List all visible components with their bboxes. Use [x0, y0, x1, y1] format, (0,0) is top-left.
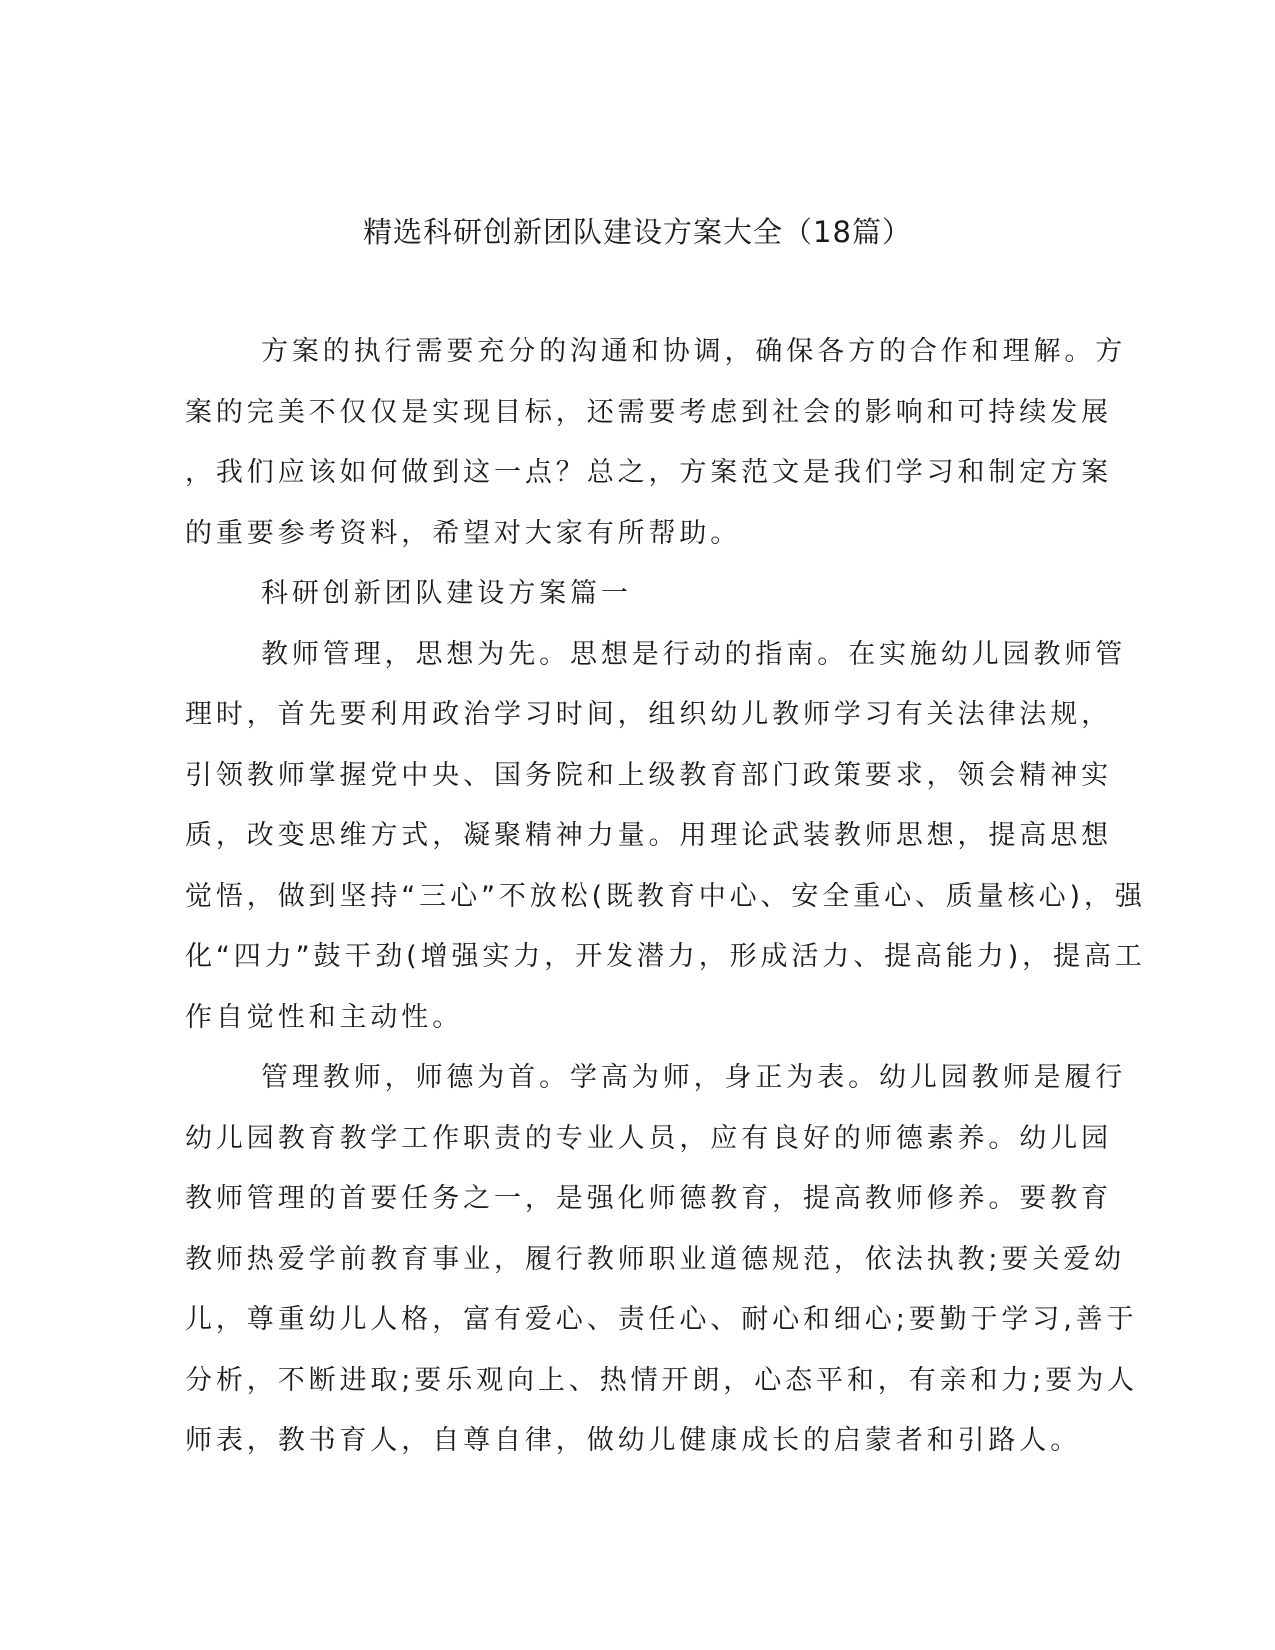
document-body	[185, 322, 1146, 1472]
paragraph-line: 儿，尊重幼儿人格，富有爱心、责任心、耐心和细心;要勤于学习,善于	[185, 1304, 1138, 1335]
body-paragraph	[185, 625, 1146, 1049]
paragraph-line: 的重要参考资料，希望对大家有所帮助。	[185, 517, 742, 549]
paragraph-line: 师表，教书育人，自尊自律，做幼儿健康成长的启蒙者和引路人。	[185, 1425, 1082, 1456]
paragraph-line: 教师热爱学前教育事业，履行教师职业道德规范，依法执教;要关爱幼	[185, 1243, 1125, 1275]
section-heading	[185, 564, 1085, 625]
paragraph-line: 引领教师掌握党中央、国务院和上级教育部门政策要求，领会精神实	[185, 759, 1112, 791]
paragraph-line: 理时，首先要利用政治学习时间，组织幼儿教师学习有关法律法规，	[185, 699, 1112, 730]
intro-paragraph	[185, 322, 1127, 564]
paragraph-line: 化“四力”鼓干劲(增强实力，开发潜力，形成活力、提高能力)，提高工	[185, 941, 1146, 972]
paragraph-line: 质，改变思维方式，凝聚精神力量。用理论武装教师思想，提高思想	[185, 820, 1112, 851]
paragraph-line: 作自觉性和主动性。	[185, 1001, 464, 1033]
paragraph-line: 方案的执行需要充分的沟通和协调，确保各方的合作和理解。方	[261, 336, 1127, 367]
paragraph-line: 分析，不断进取;要乐观向上、热情开朗，心态平和，有亲和力;要为人	[185, 1364, 1138, 1396]
paragraph-line: 管理教师，师德为首。学高为师，身正为表。幼儿园教师是履行	[261, 1062, 1127, 1093]
paragraph-line: ，我们应该如何做到这一点？总之，方案范文是我们学习和制定方案	[185, 457, 1112, 488]
paragraph-line: 幼儿园教育教学工作职责的专业人员，应有良好的师德素养。幼儿园	[185, 1122, 1112, 1154]
paragraph-line: 案的完美不仅仅是实现目标，还需要考虑到社会的影响和可持续发展	[185, 396, 1112, 428]
paragraph-line: 教师管理，思想为先。思想是行动的指南。在实施幼儿园教师管	[261, 638, 1127, 670]
section-heading-text: 科研创新团队建设方案篇一	[261, 578, 632, 609]
body-paragraph	[185, 1048, 1138, 1472]
document-title: 精选科研创新团队建设方案大全（18篇）	[363, 215, 912, 249]
paragraph-line: 教师管理的首要任务之一，是强化师德教育，提高教师修养。要教育	[185, 1183, 1112, 1214]
paragraph-line: 觉悟，做到坚持“三心”不放松(既教育中心、安全重心、质量核心)，强	[185, 880, 1146, 912]
